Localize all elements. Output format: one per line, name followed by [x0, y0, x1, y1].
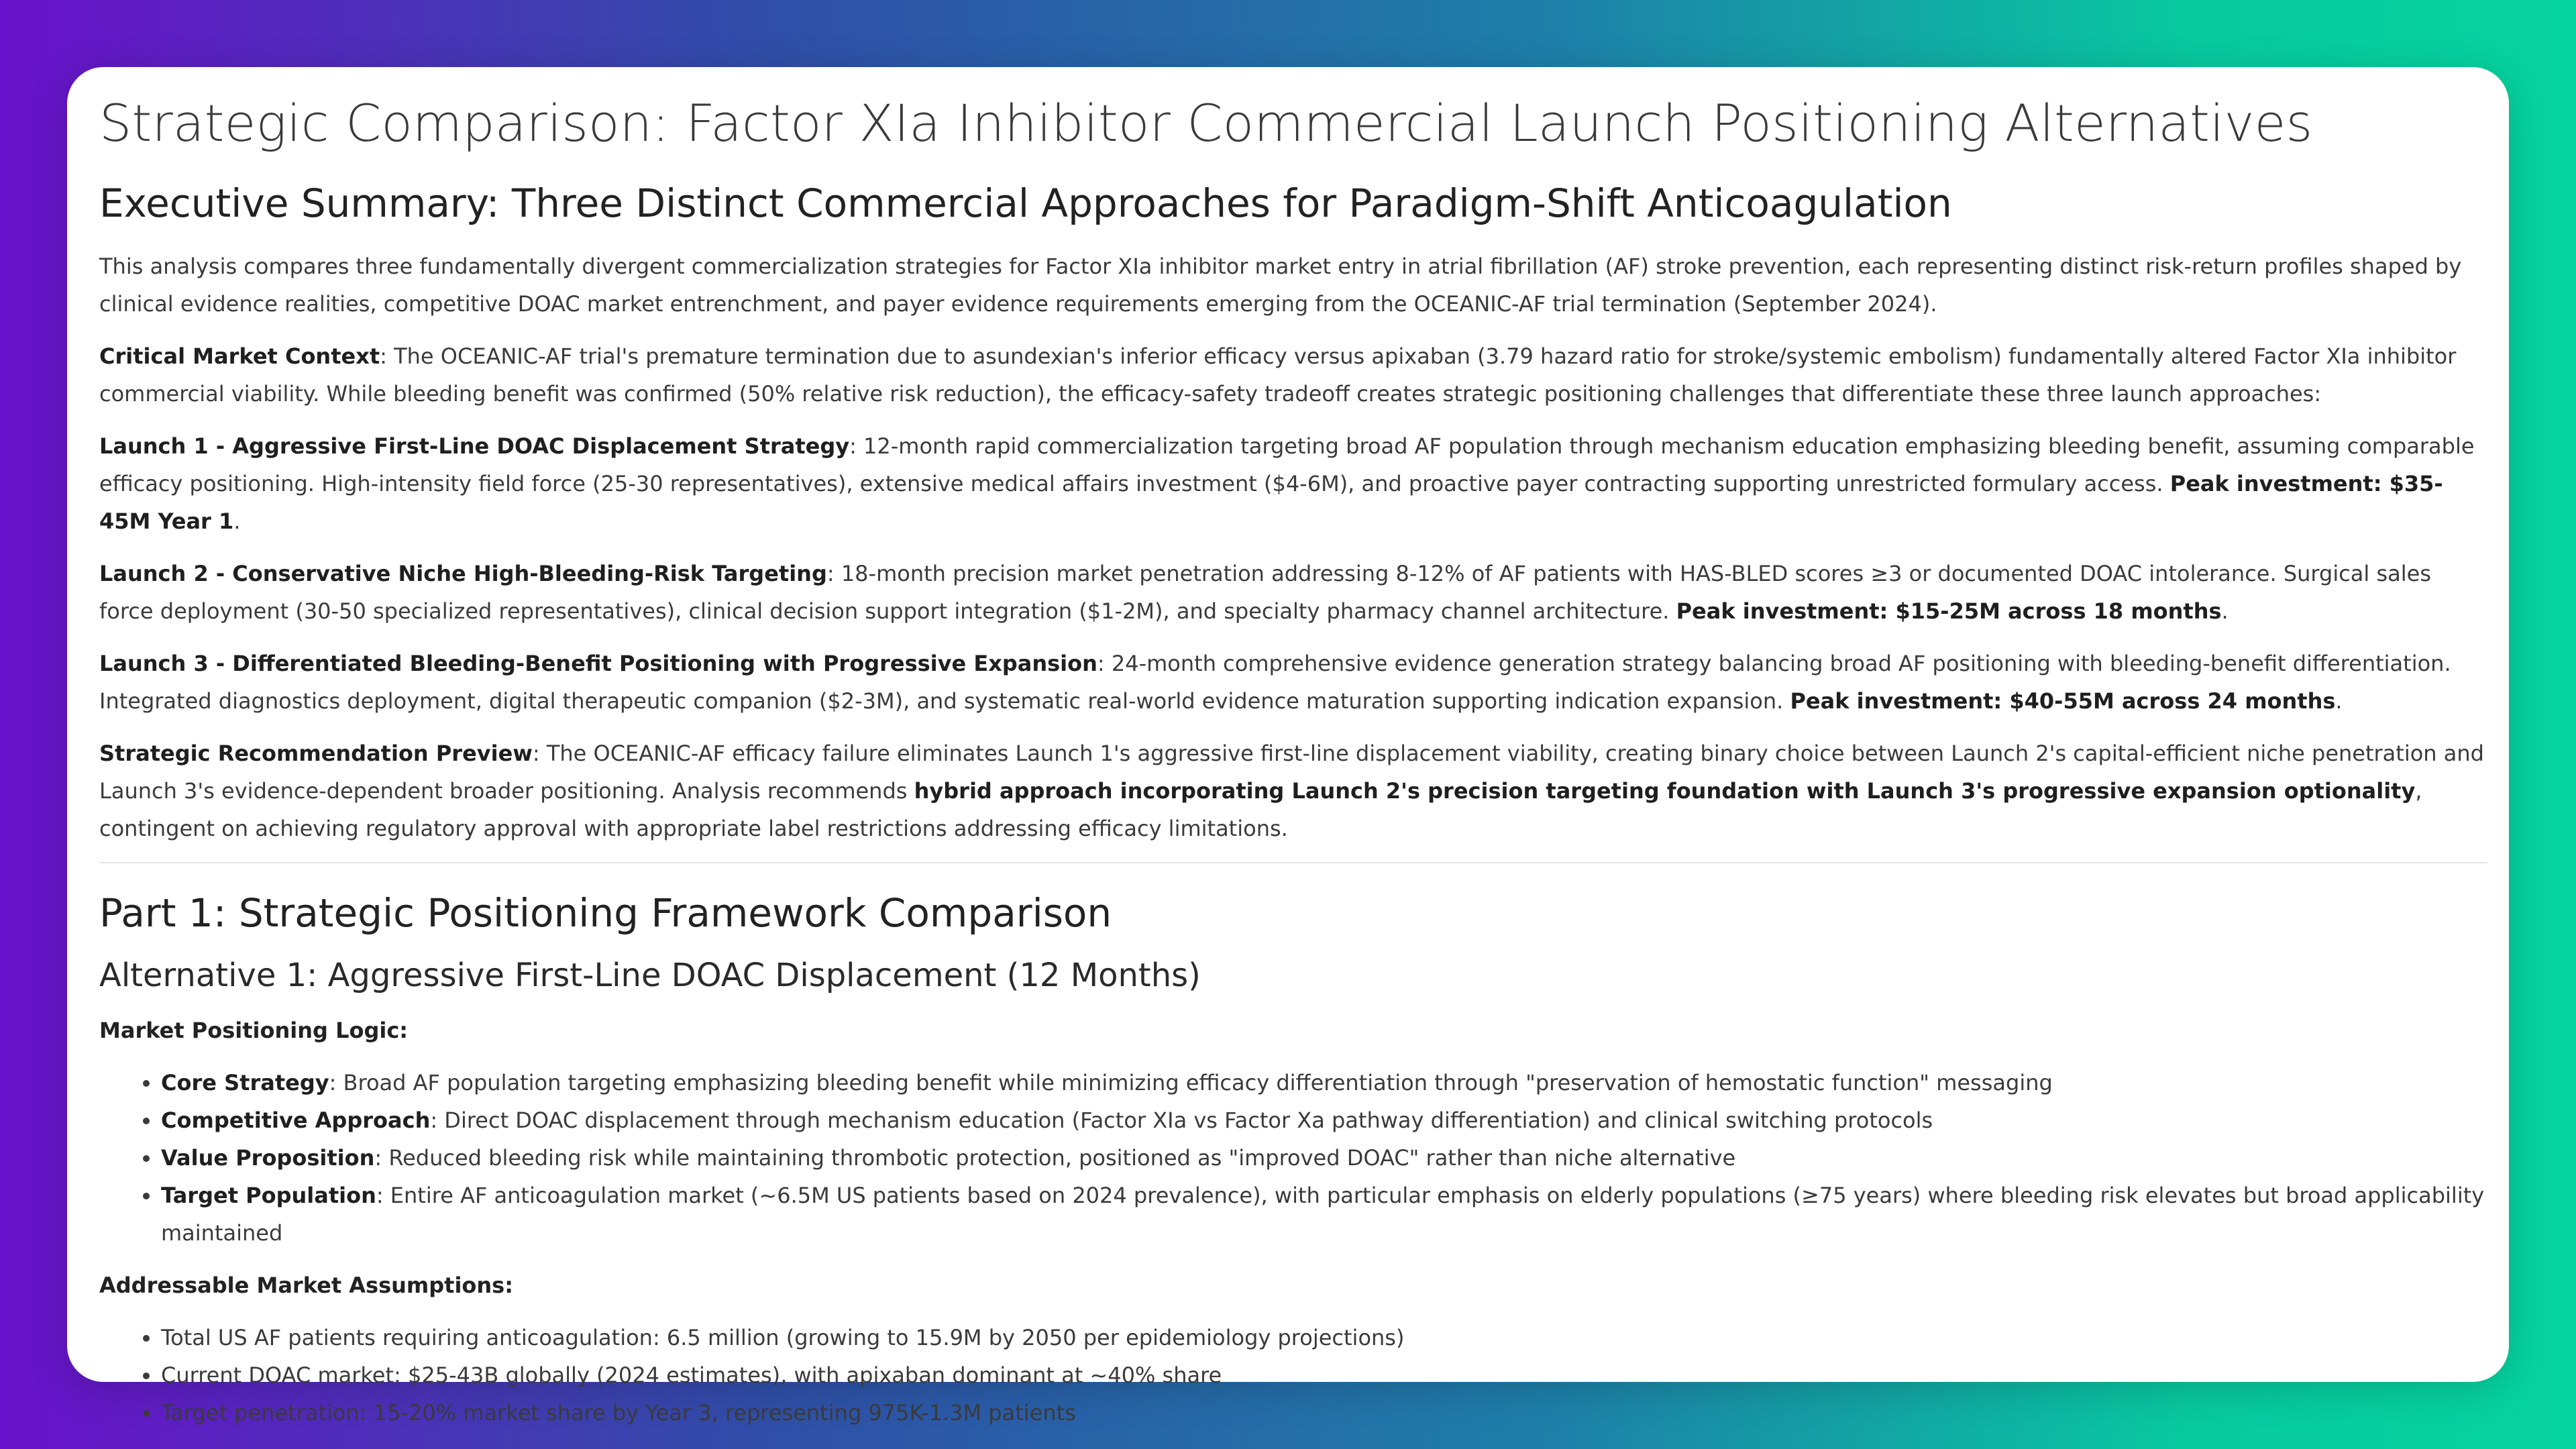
launch-1-peak-investment: Peak investment: $35-45M Year 1: [99, 470, 2443, 534]
list-item: • Target penetration: 15-20% market share by Year 3, representing 975K-1.3M patients: [161, 1394, 2487, 1432]
launch-2-paragraph: Launch 2 - Conservative Niche High-Bleeding-Risk Targeting: 18-month precision market penetration addressing 8-12% of AF patients with HAS-BLED scores ≥3 or documented DOAC intolerance. Surgical sales force deployment (30-50 specialized representatives), clinical decision support integration ($1-2M), and specialty pharmacy channel architecture. Peak investment: $15-25M across 18 months.: [99, 560, 2431, 624]
core-strategy-text: : Broad AF population targeting emphasizing bleeding benefit while minimizing efficacy differentiation through "preservation of hemostatic function" messaging: [329, 1069, 2053, 1095]
list-item: [161, 1177, 2487, 1252]
competitive-approach-label: Competitive Approach: [161, 1107, 431, 1133]
page-title: Strategic Comparison: Factor XIa Inhibitor Commercial Launch Positioning Alternatives: [99, 93, 2313, 153]
launch-3-paragraph: Launch 3 - Differentiated Bleeding-Benefit Positioning with Progressive Expansion: 24-month comprehensive evidence generation strategy balancing broad AF positioning with bleeding-benefit differentiation. Integrated diagnostics deployment, digital therapeutic companion ($2-3M), and systematic real-world evidence maturation supporting indication expansion. Peak investment: $40-55M across 24 months.: [99, 650, 2451, 714]
recommendation-text-2: , contingent on achieving regulatory approval with appropriate label restrictions addressing efficacy limitations.: [99, 777, 2422, 841]
recommendation-emphasis: hybrid approach incorporating Launch 2's precision targeting foundation with Launch 3's progressive expansion optionality: [914, 777, 2416, 804]
market-assumptions-list: [99, 1319, 2487, 1432]
executive-summary-heading: Executive Summary: Three Distinct Commercial Approaches for Paradigm-Shift Anticoagulation: [99, 180, 1952, 227]
value-proposition-label: Value Proposition: [161, 1144, 375, 1171]
launch-3-peak-investment: Peak investment: $40-55M across 24 months: [1790, 688, 2336, 714]
market-context-label: Critical Market Context: [99, 343, 380, 369]
addressable-market-assumptions-label: Addressable Market Assumptions:: [99, 1272, 514, 1298]
core-strategy-label: Core Strategy: [161, 1069, 329, 1095]
launch-1-paragraph: Launch 1 - Aggressive First-Line DOAC Displacement Strategy: 12-month rapid commercialization targeting broad AF population through mechanism education emphasizing bleeding benefit, assuming comparable efficacy positioning. High-intensity field force (25-30 representatives), extensive medical affairs investment ($4-6M), and proactive payer contracting supporting unrestricted formulary access. Peak investment: $35-45M Year 1.: [99, 433, 2475, 534]
recommendation-paragraph: [99, 735, 2487, 847]
list-item: • Total US AF patients requiring anticoagulation: 6.5 million (growing to 15.9M by 2050 per epidemiology projections): [161, 1319, 2487, 1356]
recommendation-label: Strategic Recommendation Preview: [99, 740, 533, 766]
intro-paragraph: This analysis compares three fundamentally divergent commercialization strategies for Factor XIa inhibitor market entry in atrial fibrillation (AF) stroke prevention, each representing distinct risk-return profiles shaped by clinical evidence realities, competitive DOAC market entrenchment, and payer evidence requirements emerging from the OCEANIC-AF trial termination (September 2024).: [99, 253, 2462, 317]
recommendation-text-1: : The OCEANIC-AF efficacy failure eliminates Launch 1's aggressive first-line displacement viability, creating binary choice between Launch 2's capital-efficient niche penetration and Launch 3's evidence-dependent broader positioning. Analysis recommends: [99, 740, 2484, 804]
launch-3-label: Launch 3 - Differentiated Bleeding-Benefit Positioning with Progressive Expansion: [99, 650, 1097, 676]
section-divider: [99, 862, 2487, 863]
launch-2-label: Launch 2 - Conservative Niche High-Bleeding-Risk Targeting: [99, 560, 827, 586]
launch-3-text: : 24-month comprehensive evidence generation strategy balancing broad AF positioning with bleeding-benefit differentiation. Integrated diagnostics deployment, digital therapeutic companion ($2-3M), and systematic real-world evidence maturation supporting indication expansion.: [99, 650, 2451, 714]
launch-2-text: : 18-month precision market penetration addressing 8-12% of AF patients with HAS-BLED scores ≥3 or documented DOAC intolerance. Surgical sales force deployment (30-50 specialized representatives), clinical decision support integration ($1-2M), and specialty pharmacy channel architecture.: [99, 560, 2431, 624]
part-1-heading: Part 1: Strategic Positioning Framework Comparison: [99, 890, 1112, 936]
list-item: [161, 1102, 2487, 1139]
list-item: [161, 1139, 2487, 1177]
target-population-label: Target Population: [161, 1182, 376, 1208]
value-proposition-text: : Reduced bleeding risk while maintaining thrombotic protection, positioned as "improved DOAC" rather than niche alternative: [374, 1144, 1736, 1171]
document-body: [99, 93, 2487, 1446]
launch-1-text: : 12-month rapid commercialization targeting broad AF population through mechanism education emphasizing bleeding benefit, assuming comparable efficacy positioning. High-intensity field force (25-30 representatives), extensive medical affairs investment ($4-6M), and proactive payer contracting supporting unrestricted formulary access.: [99, 433, 2475, 496]
market-positioning-logic-label: Market Positioning Logic:: [99, 1017, 409, 1043]
document-card: [67, 67, 2509, 1426]
positioning-logic-list: [99, 1064, 2487, 1252]
market-context-text: : The OCEANIC-AF trial's premature termination due to asundexian's inferior efficacy versus apixaban (3.79 hazard ratio for stroke/systemic embolism) fundamentally altered Factor XIa inhibitor commercial viability. While bleeding benefit was confirmed (50% relative risk reduction), the efficacy-safety tradeoff creates strategic positioning challenges that differentiate these three launch approaches:: [99, 343, 2457, 407]
market-context-paragraph: [99, 337, 2487, 413]
launch-2-peak-investment: Peak investment: $15-25M across 18 months: [1676, 598, 2222, 624]
launch-1-label: Launch 1 - Aggressive First-Line DOAC Displacement Strategy: [99, 433, 850, 459]
list-item: [161, 1064, 2487, 1102]
competitive-approach-text: : Direct DOAC displacement through mechanism education (Factor XIa vs Factor Xa pathway differentiation) and clinical switching protocols: [430, 1107, 1933, 1133]
alternative-1-heading: Alternative 1: Aggressive First-Line DOAC Displacement (12 Months): [99, 957, 1201, 995]
target-population-text: : Entire AF anticoagulation market (~6.5M US patients based on 2024 prevalence), with particular emphasis on elderly populations (≥75 years) where bleeding risk elevates but broad applicability maintained: [161, 1182, 2485, 1246]
list-item: • Current DOAC market: $25-43B globally (2024 estimates), with apixaban dominant at ~40% share: [161, 1356, 2487, 1394]
